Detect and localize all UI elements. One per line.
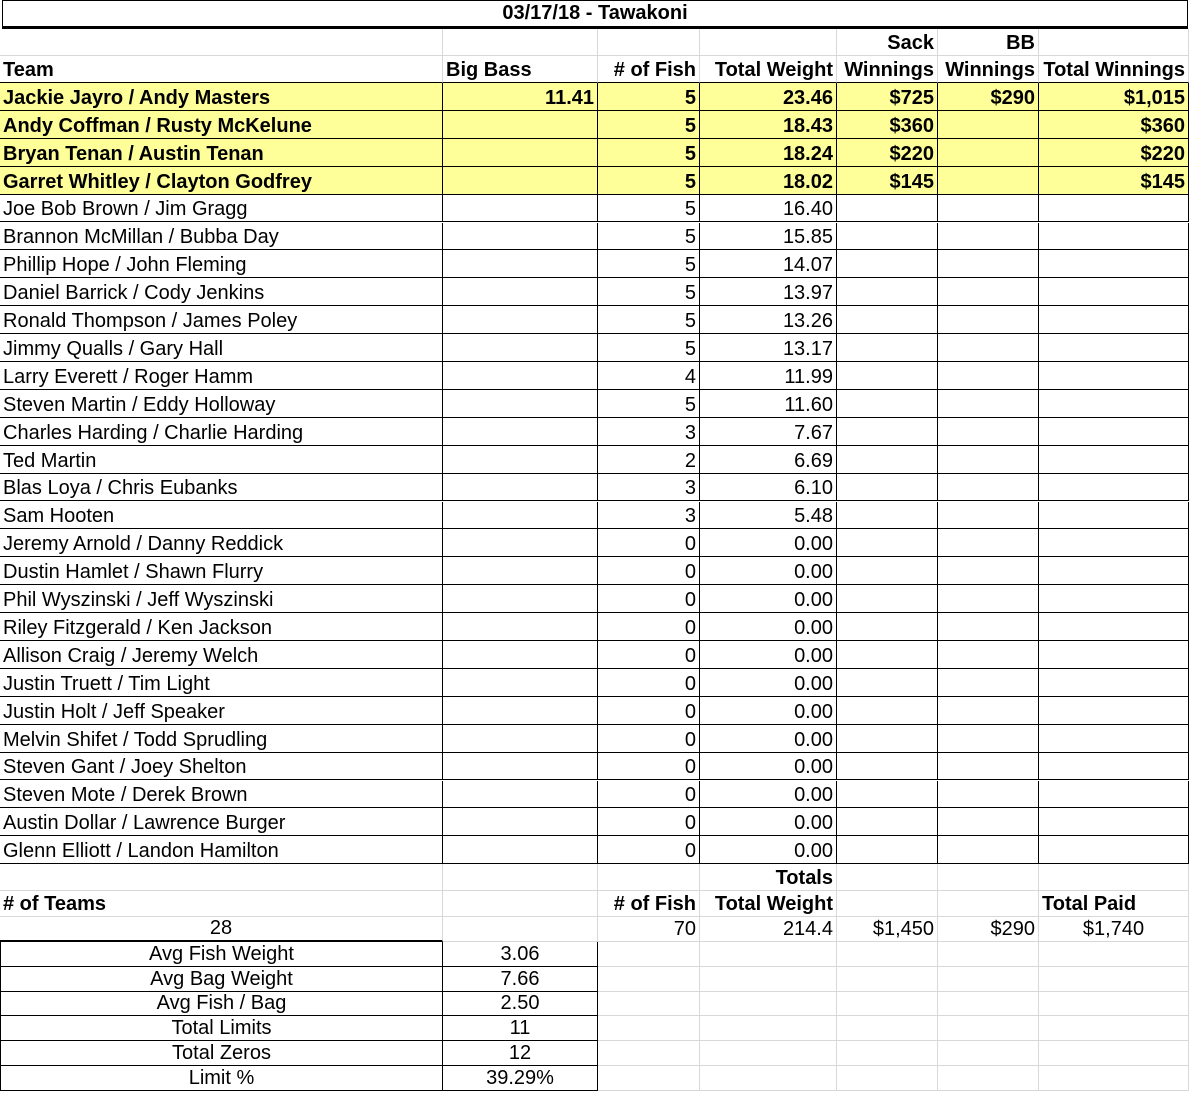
weight-total-label: Total Weight (700, 891, 837, 917)
fish-cell: 5 (598, 139, 700, 167)
fish-cell: 5 (598, 167, 700, 195)
total-cell (1039, 557, 1189, 585)
fish-cell: 0 (598, 697, 700, 725)
bb-cell (938, 753, 1039, 781)
team-cell: Charles Harding / Charlie Harding (0, 418, 443, 446)
big-bass-cell (443, 836, 598, 864)
table-row (0, 167, 1189, 195)
bb-cell (938, 697, 1039, 725)
big-bass-cell (443, 808, 598, 836)
weight-cell: 6.10 (700, 474, 837, 502)
big-bass-header: Big Bass (443, 56, 598, 83)
stat-value: 12 (443, 1041, 598, 1066)
big-bass-cell (443, 111, 598, 139)
sack-cell (837, 557, 938, 585)
sack-cell (837, 641, 938, 669)
weight-cell: 11.99 (700, 362, 837, 390)
total-cell: $220 (1039, 139, 1189, 167)
big-bass-cell (443, 641, 598, 669)
sack-cell (837, 613, 938, 641)
totals-values-row (0, 917, 1189, 942)
stat-label: Total Limits (0, 1016, 443, 1041)
weight-cell: 0.00 (700, 669, 837, 697)
table-row (0, 111, 1189, 139)
totals-label-row (0, 864, 1189, 891)
weight-cell: 0.00 (700, 808, 837, 836)
stat-label: Limit % (0, 1066, 443, 1091)
fish-cell: 0 (598, 585, 700, 613)
big-bass-cell (443, 362, 598, 390)
fish-cell: 0 (598, 753, 700, 781)
team-cell: Allison Craig / Jeremy Welch (0, 641, 443, 669)
sack-cell: $360 (837, 111, 938, 139)
team-cell: Justin Truett / Tim Light (0, 669, 443, 697)
fish-cell: 0 (598, 781, 700, 809)
table-row (0, 725, 1189, 753)
weight-cell: 13.97 (700, 278, 837, 306)
header-row (0, 56, 1189, 83)
team-cell: Blas Loya / Chris Eubanks (0, 474, 443, 502)
bb-cell (938, 781, 1039, 809)
big-bass-cell (443, 306, 598, 334)
weight-cell: 0.00 (700, 753, 837, 781)
team-cell: Steven Mote / Derek Brown (0, 781, 443, 809)
total-cell (1039, 334, 1189, 362)
total-paid: $1,740 (1039, 917, 1189, 942)
stat-row (0, 967, 1189, 992)
fish-cell: 0 (598, 641, 700, 669)
sack-total: $1,450 (837, 917, 938, 942)
sack-cell (837, 250, 938, 278)
bb-cell: $290 (938, 83, 1039, 111)
sack-cell (837, 223, 938, 251)
team-cell: Daniel Barrick / Cody Jenkins (0, 278, 443, 306)
team-cell: Garret Whitley / Clayton Godfrey (0, 167, 443, 195)
fish-cell: 5 (598, 306, 700, 334)
fish-cell: 0 (598, 836, 700, 864)
total-cell: $360 (1039, 111, 1189, 139)
weight-cell: 0.00 (700, 697, 837, 725)
bb-cell (938, 362, 1039, 390)
big-bass-cell (443, 167, 598, 195)
bb-cell (938, 306, 1039, 334)
sack-cell (837, 390, 938, 418)
team-cell: Dustin Hamlet / Shawn Flurry (0, 557, 443, 585)
table-row (0, 808, 1189, 836)
sack-cell (837, 278, 938, 306)
fish-cell: 0 (598, 529, 700, 557)
total-cell: $1,015 (1039, 83, 1189, 111)
total-cell (1039, 697, 1189, 725)
total-cell (1039, 585, 1189, 613)
stat-label: Avg Fish / Bag (0, 992, 443, 1017)
big-bass-cell (443, 697, 598, 725)
stat-row (0, 942, 1189, 967)
fish-cell: 0 (598, 808, 700, 836)
sack-cell (837, 306, 938, 334)
bb-cell (938, 836, 1039, 864)
bb-cell (938, 334, 1039, 362)
weight-cell: 11.60 (700, 390, 837, 418)
sack-cell (837, 362, 938, 390)
table-row (0, 474, 1189, 502)
table-row (0, 278, 1189, 306)
total-cell (1039, 362, 1189, 390)
stat-label: Avg Bag Weight (0, 967, 443, 992)
totals-header-row (0, 891, 1189, 917)
bb-cell (938, 167, 1039, 195)
bb-header: Winnings (938, 56, 1039, 83)
table-row (0, 753, 1189, 781)
total-cell (1039, 390, 1189, 418)
weight-cell: 15.85 (700, 223, 837, 251)
table-row (0, 557, 1189, 585)
sack-cell (837, 529, 938, 557)
stat-value: 2.50 (443, 992, 598, 1017)
fish-cell: 5 (598, 195, 700, 223)
team-cell: Jimmy Qualls / Gary Hall (0, 334, 443, 362)
total-cell (1039, 781, 1189, 809)
big-bass-cell (443, 390, 598, 418)
total-winnings-header: Total Winnings (1039, 56, 1189, 83)
bb-cell (938, 418, 1039, 446)
total-cell: $145 (1039, 167, 1189, 195)
table-row (0, 781, 1189, 809)
total-cell (1039, 641, 1189, 669)
teams-count-label: # of Teams (0, 891, 443, 917)
weight-cell: 0.00 (700, 836, 837, 864)
table-row (0, 502, 1189, 530)
team-cell: Phillip Hope / John Fleming (0, 250, 443, 278)
table-row (0, 641, 1189, 669)
bb-cell (938, 808, 1039, 836)
team-cell: Ted Martin (0, 446, 443, 474)
fish-header: # of Fish (598, 56, 700, 83)
table-row (0, 446, 1189, 474)
sack-cell: $220 (837, 139, 938, 167)
stat-row (0, 992, 1189, 1017)
fish-cell: 5 (598, 334, 700, 362)
sack-cell (837, 753, 938, 781)
stat-value: 11 (443, 1016, 598, 1041)
sack-cell (837, 474, 938, 502)
team-cell: Jeremy Arnold / Danny Reddick (0, 529, 443, 557)
sheet-title: 03/17/18 - Tawakoni (2, 0, 1188, 29)
team-cell: Steven Gant / Joey Shelton (0, 753, 443, 781)
fish-cell: 4 (598, 362, 700, 390)
weight-cell: 7.67 (700, 418, 837, 446)
sack-cell: $725 (837, 83, 938, 111)
table-row (0, 697, 1189, 725)
team-cell: Steven Martin / Eddy Holloway (0, 390, 443, 418)
team-cell: Bryan Tenan / Austin Tenan (0, 139, 443, 167)
team-cell: Ronald Thompson / James Poley (0, 306, 443, 334)
big-bass-cell (443, 223, 598, 251)
fish-cell: 5 (598, 390, 700, 418)
total-cell (1039, 446, 1189, 474)
team-cell: Joe Bob Brown / Jim Gragg (0, 195, 443, 223)
bb-header-top: BB (938, 29, 1039, 56)
fish-cell: 0 (598, 669, 700, 697)
weight-cell: 18.24 (700, 139, 837, 167)
table-row (0, 529, 1189, 557)
stat-label: Avg Fish Weight (0, 942, 443, 967)
bb-cell (938, 278, 1039, 306)
total-cell (1039, 613, 1189, 641)
big-bass-cell (443, 669, 598, 697)
weight-cell: 0.00 (700, 725, 837, 753)
weight-cell: 18.02 (700, 167, 837, 195)
fish-cell: 3 (598, 502, 700, 530)
bb-cell (938, 529, 1039, 557)
team-header: Team (0, 56, 443, 83)
bb-cell (938, 111, 1039, 139)
bb-cell (938, 502, 1039, 530)
stat-row (0, 1016, 1189, 1041)
weight-total: 214.4 (700, 917, 837, 942)
table-row (0, 669, 1189, 697)
totals-label: Totals (700, 864, 837, 891)
sack-cell (837, 195, 938, 223)
total-cell (1039, 474, 1189, 502)
fish-cell: 5 (598, 223, 700, 251)
team-cell: Melvin Shifet / Todd Sprudling (0, 725, 443, 753)
fish-total-label: # of Fish (598, 891, 700, 917)
big-bass-cell (443, 585, 598, 613)
weight-cell: 13.26 (700, 306, 837, 334)
fish-cell: 5 (598, 83, 700, 111)
bb-cell (938, 390, 1039, 418)
bb-cell (938, 613, 1039, 641)
big-bass-cell (443, 725, 598, 753)
table-row (0, 418, 1189, 446)
total-cell (1039, 725, 1189, 753)
fish-cell: 3 (598, 474, 700, 502)
header-row-top (0, 29, 1189, 56)
weight-cell: 13.17 (700, 334, 837, 362)
big-bass-cell (443, 334, 598, 362)
total-cell (1039, 306, 1189, 334)
stat-value: 7.66 (443, 967, 598, 992)
sack-cell (837, 697, 938, 725)
table-row (0, 585, 1189, 613)
stat-row (0, 1041, 1189, 1066)
sack-header-top: Sack (837, 29, 938, 56)
big-bass-cell (443, 502, 598, 530)
fish-cell: 5 (598, 250, 700, 278)
bb-cell (938, 641, 1039, 669)
fish-cell: 0 (598, 613, 700, 641)
bb-cell (938, 446, 1039, 474)
big-bass-cell (443, 781, 598, 809)
team-cell: Austin Dollar / Lawrence Burger (0, 808, 443, 836)
table-row (0, 83, 1189, 111)
fish-cell: 3 (598, 418, 700, 446)
sack-cell (837, 418, 938, 446)
team-cell: Jackie Jayro / Andy Masters (0, 83, 443, 111)
total-paid-label: Total Paid (1039, 891, 1189, 917)
bb-cell (938, 725, 1039, 753)
fish-total: 70 (598, 917, 700, 942)
weight-cell: 0.00 (700, 585, 837, 613)
total-cell (1039, 669, 1189, 697)
sack-cell (837, 808, 938, 836)
bb-cell (938, 669, 1039, 697)
bb-cell (938, 139, 1039, 167)
total-cell (1039, 250, 1189, 278)
sack-cell (837, 781, 938, 809)
weight-cell: 5.48 (700, 502, 837, 530)
weight-cell: 16.40 (700, 195, 837, 223)
big-bass-cell (443, 613, 598, 641)
big-bass-cell (443, 418, 598, 446)
weight-cell: 0.00 (700, 781, 837, 809)
team-cell: Riley Fitzgerald / Ken Jackson (0, 613, 443, 641)
stat-value: 39.29% (443, 1066, 598, 1091)
teams-count: 28 (0, 917, 443, 942)
bb-cell (938, 250, 1039, 278)
bb-cell (938, 195, 1039, 223)
table-row (0, 306, 1189, 334)
sack-cell (837, 502, 938, 530)
bb-cell (938, 223, 1039, 251)
big-bass-cell (443, 529, 598, 557)
bb-cell (938, 557, 1039, 585)
team-cell: Andy Coffman / Rusty McKelune (0, 111, 443, 139)
sack-header: Winnings (837, 56, 938, 83)
sack-cell (837, 836, 938, 864)
table-row (0, 334, 1189, 362)
big-bass-cell (443, 474, 598, 502)
team-cell: Justin Holt / Jeff Speaker (0, 697, 443, 725)
sack-cell (837, 334, 938, 362)
team-cell: Phil Wyszinski / Jeff Wyszinski (0, 585, 443, 613)
bb-cell (938, 474, 1039, 502)
table-row (0, 390, 1189, 418)
sack-cell (837, 669, 938, 697)
table-row (0, 250, 1189, 278)
weight-cell: 6.69 (700, 446, 837, 474)
table-row (0, 362, 1189, 390)
total-cell (1039, 418, 1189, 446)
weight-cell: 0.00 (700, 557, 837, 585)
fish-cell: 2 (598, 446, 700, 474)
total-cell (1039, 836, 1189, 864)
total-cell (1039, 502, 1189, 530)
total-cell (1039, 529, 1189, 557)
bb-total: $290 (938, 917, 1039, 942)
weight-cell: 0.00 (700, 529, 837, 557)
weight-cell: 18.43 (700, 111, 837, 139)
bb-cell (938, 585, 1039, 613)
sack-cell (837, 725, 938, 753)
big-bass-cell (443, 753, 598, 781)
stat-row (0, 1066, 1189, 1091)
team-cell: Sam Hooten (0, 502, 443, 530)
weight-header: Total Weight (700, 56, 837, 83)
fish-cell: 5 (598, 278, 700, 306)
table-row (0, 223, 1189, 251)
weight-cell: 14.07 (700, 250, 837, 278)
sack-cell: $145 (837, 167, 938, 195)
team-cell: Brannon McMillan / Bubba Day (0, 223, 443, 251)
big-bass-cell (443, 139, 598, 167)
total-cell (1039, 223, 1189, 251)
weight-cell: 0.00 (700, 641, 837, 669)
big-bass-cell (443, 250, 598, 278)
big-bass-cell: 11.41 (443, 83, 598, 111)
total-cell (1039, 278, 1189, 306)
fish-cell: 0 (598, 557, 700, 585)
fish-cell: 0 (598, 725, 700, 753)
table-row (0, 613, 1189, 641)
team-cell: Larry Everett / Roger Hamm (0, 362, 443, 390)
total-cell (1039, 195, 1189, 223)
weight-cell: 23.46 (700, 83, 837, 111)
team-cell: Glenn Elliott / Landon Hamilton (0, 836, 443, 864)
total-cell (1039, 753, 1189, 781)
table-row (0, 139, 1189, 167)
stat-value: 3.06 (443, 942, 598, 967)
table-row (0, 195, 1189, 223)
table-row (0, 836, 1189, 864)
sack-cell (837, 585, 938, 613)
big-bass-cell (443, 278, 598, 306)
sack-cell (837, 446, 938, 474)
big-bass-cell (443, 195, 598, 223)
big-bass-cell (443, 557, 598, 585)
big-bass-cell (443, 446, 598, 474)
weight-cell: 0.00 (700, 613, 837, 641)
stat-label: Total Zeros (0, 1041, 443, 1066)
fish-cell: 5 (598, 111, 700, 139)
total-cell (1039, 808, 1189, 836)
